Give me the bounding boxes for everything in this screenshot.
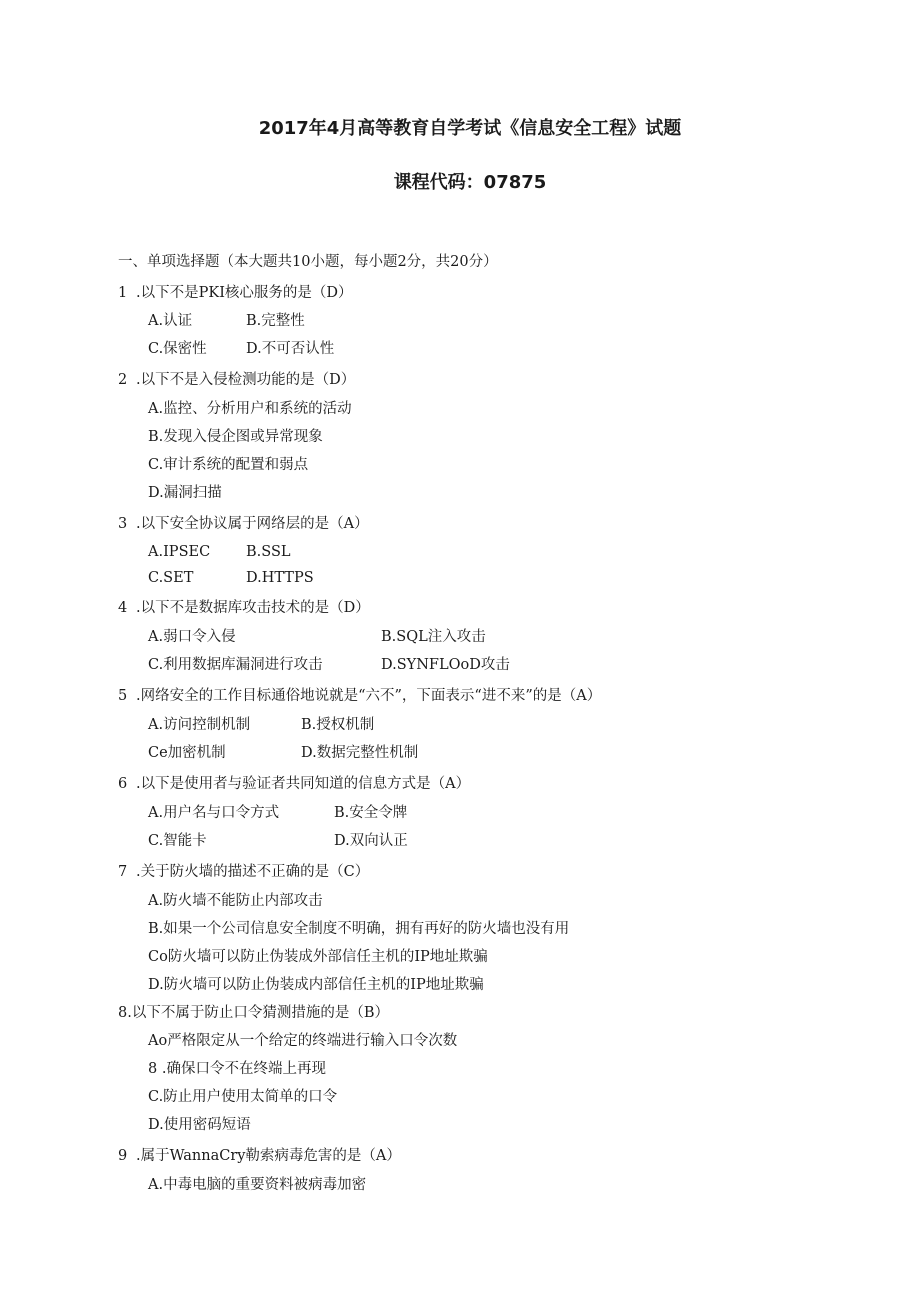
question-3-option-d: D.HTTPS — [246, 570, 314, 586]
question-5-number: 5 — [118, 688, 128, 704]
question-6-number: 6 — [118, 776, 128, 792]
question-4-number: 4 — [118, 600, 128, 616]
question-3-text: .以下安全协议属于网络层的是（A） — [136, 516, 369, 532]
question-5-option-b: B.授权机制 — [301, 717, 375, 733]
question-6-option-d: D.双向认正 — [334, 833, 408, 849]
question-5-option-a: A.访问控制机制 — [148, 717, 251, 733]
page-title: 2017年4月高等教育自学考试《信息安全工程》试题 — [258, 118, 682, 139]
question-8-option-d: D.使用密码短语 — [148, 1117, 251, 1133]
question-8-option-b: 8 .确保口令不在终端上再现 — [148, 1061, 326, 1077]
question-7-option-b: B.如果一个公司信息安全制度不明确，拥有再好的防火墙也没有用 — [148, 921, 570, 937]
question-4-option-d: D.SYNFLOoD攻击 — [381, 657, 510, 673]
question-4-text: .以下不是数据库攻击技术的是（D） — [136, 600, 370, 616]
question-8-text: 8.以下不属于防止口令猜测措施的是（B） — [118, 1005, 389, 1021]
question-6-option-b: B.安全令牌 — [334, 805, 408, 821]
question-1-option-c: C.保密性 — [148, 341, 207, 357]
question-2-option-c: C.审计系统的配置和弱点 — [148, 457, 309, 473]
question-2-number: 2 — [118, 372, 128, 388]
question-3-option-b: B.SSL — [246, 544, 291, 560]
question-4-option-a: A.弱口令入侵 — [148, 629, 236, 645]
question-3-option-c: C.SET — [148, 570, 194, 586]
section-heading: 一、单项选择题（本大题共10小题，每小题2分，共20分） — [118, 254, 498, 270]
question-6-text: .以下是使用者与验证者共同知道的信息方式是（A） — [136, 776, 471, 792]
question-5-option-d: D.数据完整性机制 — [301, 745, 419, 761]
question-1-number: 1 — [118, 285, 128, 301]
question-8-option-a: Ao严格限定从一个给定的终端进行输入口令次数 — [148, 1033, 458, 1049]
question-7-option-d: D.防火墙可以防止伪装成内部信任主机的IP地址欺骗 — [148, 977, 484, 993]
question-2-option-d: D.漏洞扫描 — [148, 485, 222, 501]
question-4-option-c: C.利用数据库漏洞进行攻击 — [148, 657, 323, 673]
question-9-option-a: A.中毒电脑的重要资料被病毒加密 — [148, 1177, 367, 1193]
question-9-text: .属于WannaCry勒索病毒危害的是（A） — [136, 1148, 401, 1164]
question-9-number: 9 — [118, 1148, 128, 1164]
question-7-number: 7 — [118, 864, 128, 880]
question-8-option-c: C.防止用户使用太简单的口令 — [148, 1089, 338, 1105]
question-2-option-a: A.监控、分析用户和系统的活动 — [148, 401, 352, 417]
question-3-number: 3 — [118, 516, 128, 532]
question-6-option-c: C.智能卡 — [148, 833, 207, 849]
question-3-option-a: A.IPSEC — [148, 544, 211, 560]
question-1-option-b: B.完整性 — [246, 313, 305, 329]
question-7-option-c: Co防火墙可以防止伪装成外部信任主机的IP地址欺骗 — [148, 949, 488, 965]
question-4-option-b: B.SQL注入攻击 — [381, 629, 486, 645]
question-1-option-a: A.认证 — [148, 313, 193, 329]
question-7-option-a: A.防火墙不能防止内部攻击 — [148, 893, 323, 909]
question-2-text: .以下不是入侵检测功能的是（D） — [136, 372, 356, 388]
question-5-option-c: Ce加密机制 — [148, 745, 226, 761]
question-5-text: .网络安全的工作目标通俗地说就是“六不”，下面表示“进不来”的是（A） — [136, 688, 602, 704]
question-1-option-d: D.不可否认性 — [246, 341, 335, 357]
course-code: 课程代码：07875 — [393, 172, 547, 193]
question-6-option-a: A.用户名与口令方式 — [148, 805, 280, 821]
question-2-option-b: B.发现入侵企图或异常现象 — [148, 429, 323, 445]
question-1-text: .以下不是PKI核心服务的是（D） — [136, 285, 353, 301]
question-7-text: .关于防火墙的描述不正确的是（C） — [136, 864, 370, 880]
